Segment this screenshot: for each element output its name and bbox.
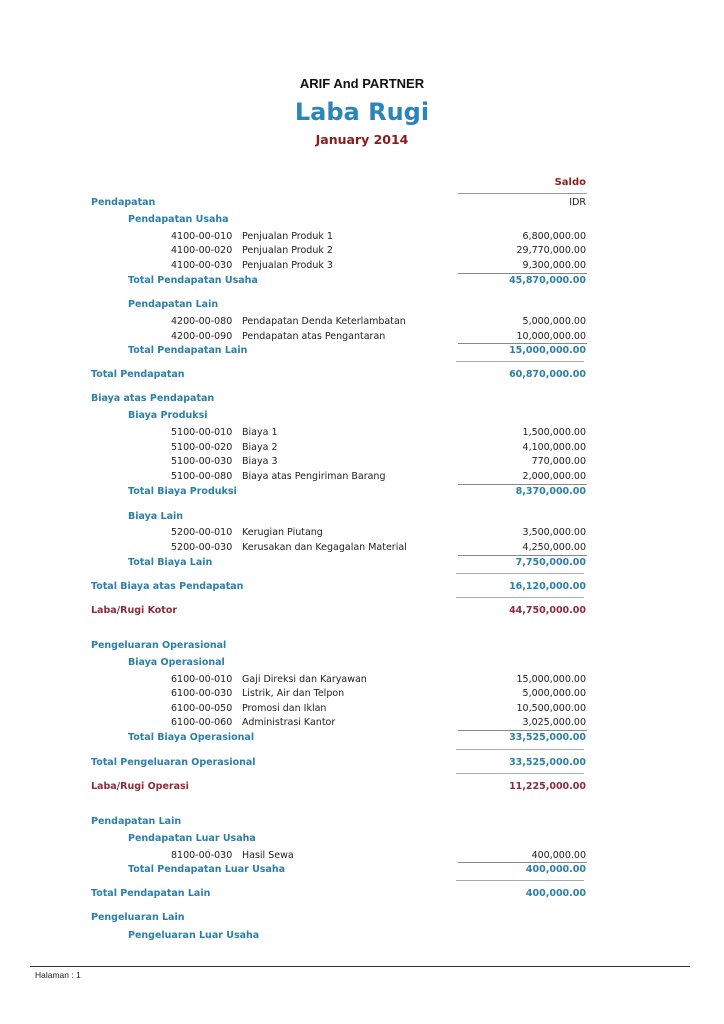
account-name: Kerugian Piutang bbox=[242, 527, 323, 538]
account-row bbox=[0, 426, 724, 440]
account-code: 5200-00-030 bbox=[171, 542, 233, 553]
total-value: 16,120,000.00 bbox=[509, 581, 586, 592]
company-name: ARIF And PARTNER bbox=[299, 76, 425, 91]
total-row bbox=[0, 756, 724, 770]
account-code: 4100-00-020 bbox=[171, 245, 233, 256]
account-code: 6100-00-010 bbox=[171, 674, 233, 685]
account-value: 3,500,000.00 bbox=[522, 527, 586, 538]
account-value: 5,000,000.00 bbox=[522, 688, 586, 699]
subtotal-row bbox=[0, 556, 724, 570]
group-label: Pendapatan Usaha bbox=[128, 214, 229, 225]
section-label: Biaya atas Pendapatan bbox=[91, 393, 215, 404]
subtotal-row bbox=[0, 863, 724, 877]
group-label: Pendapatan Lain bbox=[128, 299, 219, 310]
account-value: 4,100,000.00 bbox=[522, 442, 586, 453]
operating-profit-value: 11,225,000.00 bbox=[509, 781, 586, 792]
account-value: 29,770,000.00 bbox=[516, 245, 586, 256]
account-name: Gaji Direksi dan Karyawan bbox=[242, 674, 367, 685]
account-name: Kerusakan dan Kegagalan Material bbox=[242, 542, 407, 553]
section-label: Pendapatan Lain bbox=[91, 816, 182, 827]
account-name: Biaya atas Pengiriman Barang bbox=[242, 471, 386, 482]
account-value: 770,000.00 bbox=[531, 456, 586, 467]
account-row bbox=[0, 673, 724, 687]
section-pengeluaran-operasional bbox=[0, 639, 724, 653]
section-label: Pendapatan bbox=[91, 197, 156, 208]
account-name: Listrik, Air dan Telpon bbox=[242, 688, 345, 699]
section-pengeluaran-lain bbox=[0, 911, 724, 925]
subtotal-value: 8,370,000.00 bbox=[515, 486, 586, 497]
account-row bbox=[0, 330, 724, 344]
account-value: 15,000,000.00 bbox=[516, 674, 586, 685]
section-pendapatan bbox=[0, 196, 724, 210]
account-name: Biaya 1 bbox=[242, 427, 278, 438]
subtotal-label: Total Pendapatan Luar Usaha bbox=[128, 864, 286, 875]
subtotal-row bbox=[0, 731, 724, 745]
account-name: Biaya 3 bbox=[242, 456, 278, 467]
account-code: 5100-00-080 bbox=[171, 471, 233, 482]
account-row bbox=[0, 455, 724, 469]
group-biaya-lain bbox=[0, 510, 724, 524]
group-label: Biaya Operasional bbox=[128, 657, 225, 668]
account-code: 4200-00-090 bbox=[171, 331, 233, 342]
gross-profit-row bbox=[0, 604, 724, 618]
account-name: Penjualan Produk 1 bbox=[242, 231, 333, 242]
account-value: 9,300,000.00 bbox=[522, 260, 586, 271]
account-code: 4200-00-080 bbox=[171, 316, 233, 327]
section-label: Pengeluaran Lain bbox=[91, 912, 185, 923]
account-name: Promosi dan Iklan bbox=[242, 703, 327, 714]
subtotal-row bbox=[0, 274, 724, 288]
account-value: 10,000,000.00 bbox=[516, 331, 586, 342]
subtotal-label: Total Pendapatan Lain bbox=[128, 345, 248, 356]
total-value: 60,870,000.00 bbox=[509, 369, 586, 380]
account-name: Hasil Sewa bbox=[242, 850, 294, 861]
account-code: 5100-00-030 bbox=[171, 456, 233, 467]
group-pendapatan-usaha bbox=[0, 213, 724, 227]
account-row bbox=[0, 849, 724, 863]
subtotal-row bbox=[0, 344, 724, 358]
account-row bbox=[0, 470, 724, 484]
account-code: 5100-00-010 bbox=[171, 427, 233, 438]
account-value: 5,000,000.00 bbox=[522, 316, 586, 327]
account-name: Biaya 2 bbox=[242, 442, 278, 453]
account-value: 10,500,000.00 bbox=[516, 703, 586, 714]
subtotal-label: Total Pendapatan Usaha bbox=[128, 275, 258, 286]
group-pendapatan-luar-usaha bbox=[0, 832, 724, 846]
account-value: 6,800,000.00 bbox=[522, 231, 586, 242]
account-code: 6100-00-060 bbox=[171, 717, 233, 728]
total-label: Total Pendapatan bbox=[91, 369, 185, 380]
account-row bbox=[0, 526, 724, 540]
account-name: Penjualan Produk 2 bbox=[242, 245, 333, 256]
column-header-divider bbox=[458, 193, 587, 194]
subtotal-label: Total Biaya Operasional bbox=[128, 732, 255, 743]
account-row bbox=[0, 244, 724, 258]
subtotal-value: 15,000,000.00 bbox=[509, 345, 586, 356]
total-label: Total Pengeluaran Operasional bbox=[91, 757, 256, 768]
subtotal-label: Total Biaya Produksi bbox=[128, 486, 237, 497]
account-value: 4,250,000.00 bbox=[522, 542, 586, 553]
account-row bbox=[0, 315, 724, 329]
account-row bbox=[0, 702, 724, 716]
operating-profit-label: Laba/Rugi Operasi bbox=[91, 781, 189, 792]
account-name: Administrasi Kantor bbox=[242, 717, 336, 728]
currency-label: IDR bbox=[569, 197, 586, 208]
account-code: 6100-00-050 bbox=[171, 703, 233, 714]
section-label: Pengeluaran Operasional bbox=[91, 640, 227, 651]
group-label: Biaya Produksi bbox=[128, 410, 208, 421]
account-value: 3,025,000.00 bbox=[522, 717, 586, 728]
account-row bbox=[0, 687, 724, 701]
total-label: Total Biaya atas Pendapatan bbox=[91, 581, 244, 592]
account-code: 6100-00-030 bbox=[171, 688, 233, 699]
account-row bbox=[0, 230, 724, 244]
subtotal-label: Total Biaya Lain bbox=[128, 557, 213, 568]
group-biaya-produksi bbox=[0, 409, 724, 423]
page-number: Halaman : 1 bbox=[35, 970, 81, 980]
subtotal-row bbox=[0, 485, 724, 499]
group-biaya-operasional bbox=[0, 656, 724, 670]
total-label: Total Pendapatan Lain bbox=[91, 888, 211, 899]
section-pendapatan-lain bbox=[0, 815, 724, 829]
column-header-saldo: Saldo bbox=[554, 177, 586, 188]
subtotal-value: 45,870,000.00 bbox=[509, 275, 586, 286]
total-row bbox=[0, 368, 724, 382]
subtotal-value: 33,525,000.00 bbox=[509, 732, 586, 743]
group-label: Biaya Lain bbox=[128, 511, 184, 522]
account-value: 1,500,000.00 bbox=[522, 427, 586, 438]
account-code: 4100-00-010 bbox=[171, 231, 233, 242]
section-biaya-atas-pendapatan bbox=[0, 392, 724, 406]
report-title: Laba Rugi bbox=[294, 98, 430, 126]
account-name: Pendapatan atas Pengantaran bbox=[242, 331, 386, 342]
subtotal-value: 7,750,000.00 bbox=[515, 557, 586, 568]
account-code: 8100-00-030 bbox=[171, 850, 233, 861]
total-value: 33,525,000.00 bbox=[509, 757, 586, 768]
group-pendapatan-lain bbox=[0, 298, 724, 312]
account-code: 4100-00-030 bbox=[171, 260, 233, 271]
account-row bbox=[0, 441, 724, 455]
footer-divider bbox=[30, 966, 690, 967]
group-pengeluaran-luar-usaha bbox=[0, 929, 724, 943]
account-name: Pendapatan Denda Keterlambatan bbox=[242, 316, 406, 327]
total-row bbox=[0, 580, 724, 594]
gross-profit-label: Laba/Rugi Kotor bbox=[91, 605, 178, 616]
account-row bbox=[0, 716, 724, 730]
account-row bbox=[0, 259, 724, 273]
account-code: 5100-00-020 bbox=[171, 442, 233, 453]
account-name: Penjualan Produk 3 bbox=[242, 260, 333, 271]
group-label: Pengeluaran Luar Usaha bbox=[128, 930, 260, 941]
total-row bbox=[0, 887, 724, 901]
group-label: Pendapatan Luar Usaha bbox=[128, 833, 256, 844]
account-value: 400,000.00 bbox=[531, 850, 586, 861]
gross-profit-value: 44,750,000.00 bbox=[509, 605, 586, 616]
total-value: 400,000.00 bbox=[525, 888, 586, 899]
account-code: 5200-00-010 bbox=[171, 527, 233, 538]
account-value: 2,000,000.00 bbox=[522, 471, 586, 482]
operating-profit-row bbox=[0, 780, 724, 794]
subtotal-value: 400,000.00 bbox=[525, 864, 586, 875]
report-period: January 2014 bbox=[315, 132, 409, 147]
account-row bbox=[0, 541, 724, 555]
